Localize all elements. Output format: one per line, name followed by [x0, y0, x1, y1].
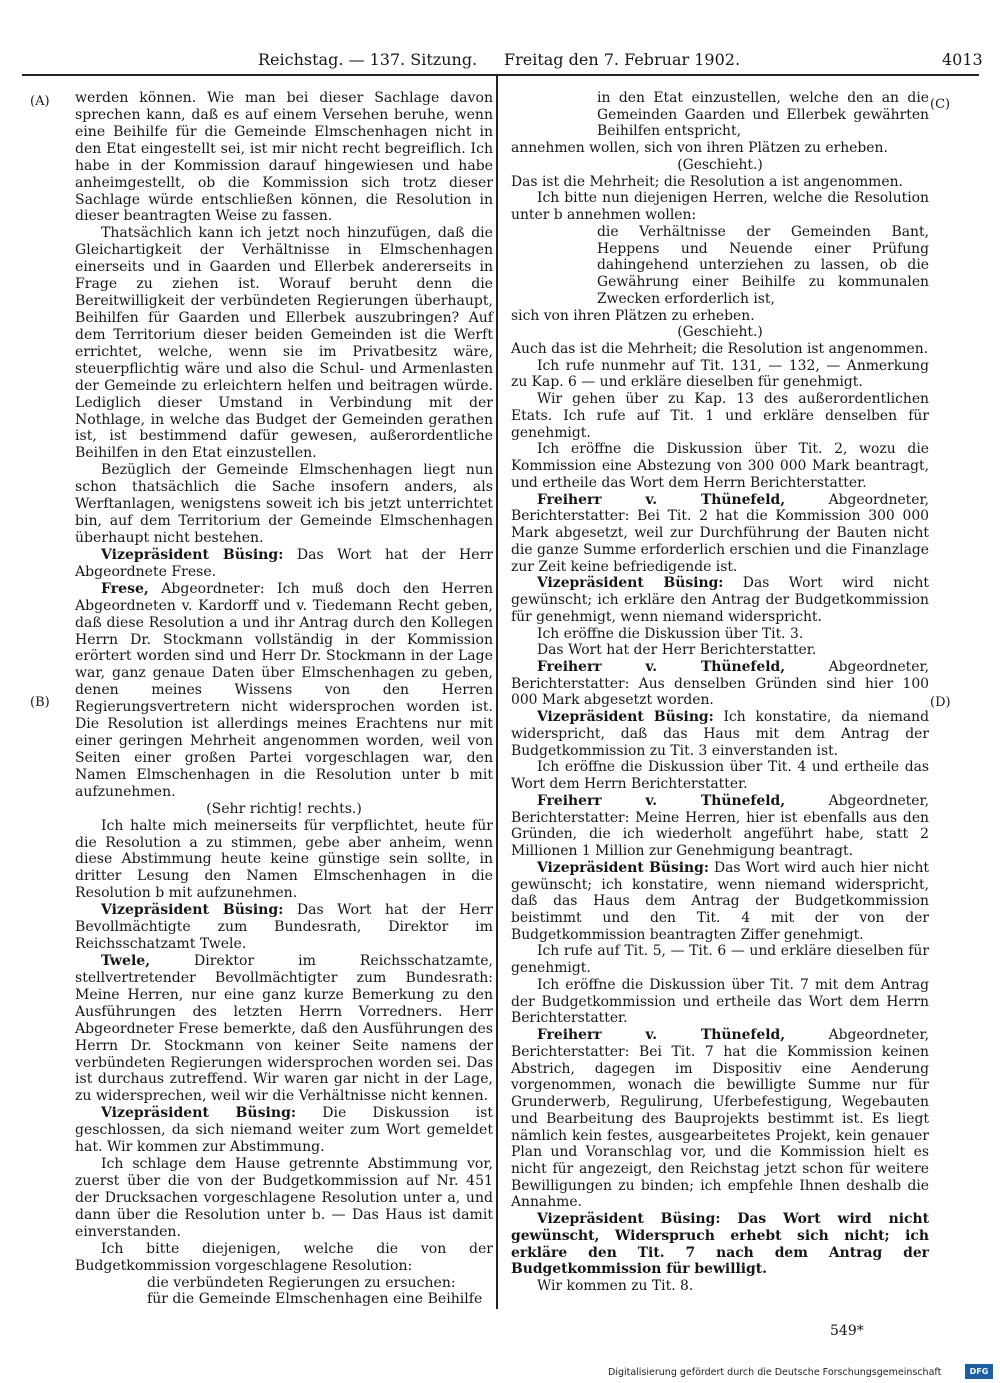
paragraph: Ich bitte nun diejenigen Herren, welche die Resolution unter b annehmen wollen: — [511, 190, 929, 224]
speech-text: Abgeordneter, Berichterstatter: Bei Tit. 2 hat die Kommission 300 000 Mark abgesetzt, weil zur Durchführung der Bauten nicht die ganze Summe erforderlich erschien und die Finanzlage zur Zeit keine befriedigende ist. — [511, 491, 929, 575]
speech-paragraph — [75, 953, 493, 1105]
speech-text: Das Wort hat der Herr Abgeordnete Frese. — [75, 546, 493, 580]
speaker-name: Vizepräsident Büsing: — [537, 575, 724, 592]
paragraph-bold — [511, 1211, 929, 1278]
paragraph: Ich rufe auf Tit. 5, — Tit. 6 — und erkläre dieselben für genehmigt. — [511, 943, 929, 977]
speech-paragraph — [511, 793, 929, 860]
speaker-name: Vizepräsident Büsing: — [537, 709, 714, 726]
speaker-name: Vizepräsident Büsing: — [101, 1105, 297, 1122]
paragraph: Ich halte mich meinerseits für verpflichtet, heute für die Resolution a zu stimmen, gebe aber anheim, wenn diese Abstimmung heute keine günstige sein sollte, in dritter Lesung den Namen Elmschenhagen in die Resolution b mit aufzunehmen. — [75, 817, 493, 902]
paragraph: sich von ihren Plätzen zu erheben. — [511, 307, 755, 324]
left-column — [75, 90, 493, 1308]
speaker-name: Vizepräsident Büsing: — [101, 902, 284, 919]
speech-text: Das Wort hat der Herr Bevollmächtigte zum Bundesrath, Direktor im Reichsschatzamt Twele. — [75, 902, 493, 953]
paragraph: Wir kommen zu Tit. 8. — [537, 1278, 694, 1295]
speaker-name: Freiherr v. Thünefeld, — [537, 792, 786, 809]
speech-paragraph — [511, 1027, 929, 1211]
speech-paragraph — [75, 581, 493, 801]
speech-paragraph — [75, 902, 493, 953]
speaker-name: Vizepräsident Büsing: — [101, 546, 284, 563]
interjection: (Geschieht.) — [677, 156, 763, 173]
paragraph: Das Wort hat der Herr Berichterstatter. — [537, 642, 817, 659]
header-rule — [22, 74, 979, 76]
speech-text: Abgeordneter, Berichterstatter: Meine Herren, hier ist ebenfalls aus den Gründen, die ich wiederholt angeführt habe, statt 2 Millionen 1 Million zur Genehmigung beantragt. — [511, 792, 929, 860]
speech-paragraph — [511, 492, 929, 576]
paragraph: annehmen wollen, sich von ihren Plätzen zu erheben. — [511, 140, 888, 157]
quoted-resolution: die Verhältnisse der Gemeinden Bant, Heppens und Neuende einer Prüfung dahingehend unterziehen zu lassen, ob die Gewährung einer Beihilfe zu kommunalen Zwecken erforderlich ist, — [597, 223, 929, 307]
interjection: (Geschieht.) — [677, 324, 763, 341]
paragraph: Ich eröffne die Diskussion über Tit. 7 mit dem Antrag der Budgetkommission und ertheile das Wort dem Herrn Berichterstatter. — [511, 976, 929, 1027]
paragraph: Ich eröffne die Diskussion über Tit. 2, wozu die Kommission eine Abstezung von 300 000 Mark beantragt, und ertheile das Wort dem Herrn Berichterstatter. — [511, 441, 929, 491]
margin-mark-a: (A) — [30, 94, 50, 109]
bold-statement: Vizepräsident Büsing: Das Wort wird nicht gewünscht, Widerspruch erhebt sich nicht; ich erkläre den Tit. 7 nach dem Antrag der Budgetkommission für bewilligt. — [511, 1211, 929, 1278]
paragraph: Ich eröffne die Diskussion über Tit. 3. — [537, 625, 804, 642]
margin-mark-d: (D) — [930, 695, 951, 710]
running-head-date: Freitag den 7. Februar 1902. — [504, 50, 741, 69]
paragraph: Ich eröffne die Diskussion über Tit. 4 und ertheile das Wort dem Herrn Berichterstatter. — [511, 759, 929, 793]
dfg-logo: DFG — [965, 1364, 993, 1379]
speech-text: Direktor im Reichsschatzamte, stellvertretender Bevollmächtigter zum Bundesrath: Meine Herren, nur eine ganz kurze Bemerkung zu den Ausführungen des letzten Herrn Vorredners. Herr Abgeordneter Frese bemerkte, daß den Ausführungen des Herrn Dr. Stockmann von keiner Seite namens der verbündeten Regierungen widersprochen worden sei. Das ist durchaus zutreffend. Wir waren gar nicht in der Lage, zu widersprechen, weil wir die Verhältnisse nicht kennen. — [75, 953, 493, 1105]
speech-paragraph — [511, 659, 929, 709]
quoted-resolution: die verbündeten Regierungen zu ersuchen: — [147, 1274, 456, 1291]
speech-text: Abgeordneter, Berichterstatter: Aus denselben Gründen sind hier 100 000 Mark abgesetzt worden. — [511, 658, 929, 709]
speaker-name: Freiherr v. Thünefeld, — [537, 1027, 786, 1044]
right-column — [511, 90, 929, 1295]
speech-text: Abgeordneter: Ich muß doch den Herren Abgeordneten v. Kardorff und v. Tiedemann Recht geben, daß diese Resolution a und ihr Antrag durch den Kollegen Herrn Dr. Stockmann vollständig in der Kommission erörtert worden sind und Herr Dr. Stockmann in der Lage war, ganz genaue Daten über Elmschenhagen zu geben, denen meines Wissens von den Herren Regierungsvertretern nicht widersprochen worden ist. Die Resolution ist allerdings meines Erachtens nur mit einer geringen Mehrheit angenommen worden, weil von Seiten einer großen Partei vorgeschlagen war, den Namen Elmschenhagen in die Resolution unter b mit aufzunehmen. — [75, 580, 493, 800]
paragraph: Thatsächlich kann ich jetzt noch hinzufügen, daß die Gleichartigkeit der Verhältnisse in Elmschenhagen einerseits und in Gaarden und Ellerbek andererseits in Frage zu ziehen ist. Worauf beruht denn die Bereitwilligkeit der verbündeten Regierungen überhaupt, Beihilfen für Gaarden und Ellerbek auszubringen? Auf dem Territorium dieser beiden Gemeinden ist die Werft errichtet, welche, wenn sie im Privatbesitz wäre, steuerpflichtig wäre und also die Schul- und Armenlasten der Gemeinde zu erleichtern helfen und beitragen würde. Lediglich dieser Umstand in Verbindung mit der Nothlage, in welche das Budget der Gemeinden gerathen ist, ist bestimmend dafür gewesen, außerordentliche Beihilfen in den Etat einzustellen. — [75, 225, 493, 462]
speech-paragraph — [75, 1105, 493, 1156]
sheet-signature: 549* — [830, 1323, 864, 1339]
speaker-name: Freiherr v. Thünefeld, — [537, 658, 786, 675]
paragraph: Bezüglich der Gemeinde Elmschenhagen liegt nun schon thatsächlich die Sache insofern anders, als Werftanlagen, wenigstens soweit ich bis jetzt unterrichtet bin, auf dem Territorium der Gemeinde Elmschenhagen überhaupt nicht bestehen. — [75, 462, 493, 546]
margin-mark-c: (C) — [930, 97, 951, 112]
speech-paragraph — [75, 547, 493, 581]
margin-mark-b: (B) — [30, 695, 50, 710]
running-head-title: Reichstag. — 137. Sitzung. — [258, 50, 478, 69]
digitization-credit: Digitalisierung gefördert durch die Deutsche Forschungsgemeinschaft — [608, 1367, 942, 1378]
paragraph: Das ist die Mehrheit; die Resolution a ist angenommen. — [511, 173, 903, 190]
speech-text: Das Wort wird nicht gewünscht; ich erkläre den Antrag der Budgetkommission für genehmigt, wenn niemand widerspricht. — [511, 575, 929, 625]
speech-text: Das Wort wird auch hier nicht gewünscht; ich konstatire, wenn niemand widerspricht, daß das Haus dem Antrag der Budgetkommission beistimmt und den Tit. 4 mit der von der Budgetkommission beantragten Ziffer genehmigt. — [511, 859, 929, 943]
paragraph: Auch das ist die Mehrheit; die Resolution ist angenommen. — [511, 341, 929, 358]
paragraph: werden können. Wie man bei dieser Sachlage davon sprechen kann, daß es auf einem Versehen beruhe, wenn eine Beihilfe für die Gemeinde Elmschenhagen nicht in den Etat eingestellt sei, ist mir nicht recht begreiflich. Ich habe in der Kommission darauf hingewiesen und habe anheimgestellt, ob die Kommission sich trotz dieser Sachlage würde entschließen können, die Resolution in dieser beantragten Weise zu fassen. — [75, 90, 493, 225]
speech-paragraph — [511, 575, 929, 625]
speaker-name: Vizepräsident Büsing: — [537, 859, 709, 876]
paragraph: Wir gehen über zu Kap. 13 des außerordentlichen Etats. Ich rufe auf Tit. 1 und erkläre denselben für genehmigt. — [511, 391, 929, 441]
page-number: 4013 — [942, 50, 983, 69]
paragraph: Ich bitte diejenigen, welche die von der Budgetkommission vorgeschlagene Resolution: — [75, 1240, 493, 1274]
speech-text: Die Diskussion ist geschlossen, da sich niemand weiter zum Wort gemeldet hat. Wir kommen zur Abstimmung. — [75, 1105, 493, 1156]
speech-text: Ich konstatire, da niemand widerspricht, daß das Haus mit dem Antrag der Budgetkommission zu Tit. 3 einverstanden ist. — [511, 709, 929, 759]
speech-paragraph — [511, 709, 929, 759]
quoted-resolution: für die Gemeinde Elmschenhagen eine Beihilfe — [147, 1291, 483, 1308]
paragraph: Ich schlage dem Hause getrennte Abstimmung vor, zuerst über die von der Budgetkommission auf Nr. 451 der Drucksachen vorgeschlagene Resolution unter a, und dann über die Resolution unter b. — Das Haus ist damit einverstanden. — [75, 1156, 493, 1240]
speaker-name: Freiherr v. Thünefeld, — [537, 491, 786, 508]
speech-text: Abgeordneter, Berichterstatter: Bei Tit. 7 hat die Kommission keinen Abstrich, dagegen im Dispositiv eine Aenderung vorgenommen, wonach die bewilligte Summe nur für Grunderwerb, Regulirung, Uferbefestigung, Wegebauten und Bearbeitung des Bauprojekts bestimmt ist. Es liegt nämlich kein festes, ausgearbeitetes Projekt, kein genauer Plan und Voranschlag vor, und die Kommission hielt es nicht für angezeigt, den Reichstag jetzt schon für weitere Bewilligungen zu binden; ich empfehle Ihnen deshalb die Annahme. — [511, 1027, 929, 1211]
speech-paragraph — [511, 860, 929, 944]
column-divider — [496, 74, 498, 1309]
quoted-resolution: in den Etat einzustellen, welche den an die Gemeinden Gaarden und Ellerbek gewährten Beihilfen entspricht, — [597, 90, 929, 140]
paragraph: Ich rufe nunmehr auf Tit. 131, — 132, — Anmerkung zu Kap. 6 — und erkläre dieselben für genehmigt. — [511, 357, 929, 391]
speaker-name: Frese, — [101, 580, 149, 597]
speaker-name: Twele, — [101, 953, 151, 970]
interjection: (Sehr richtig! rechts.) — [206, 800, 362, 817]
